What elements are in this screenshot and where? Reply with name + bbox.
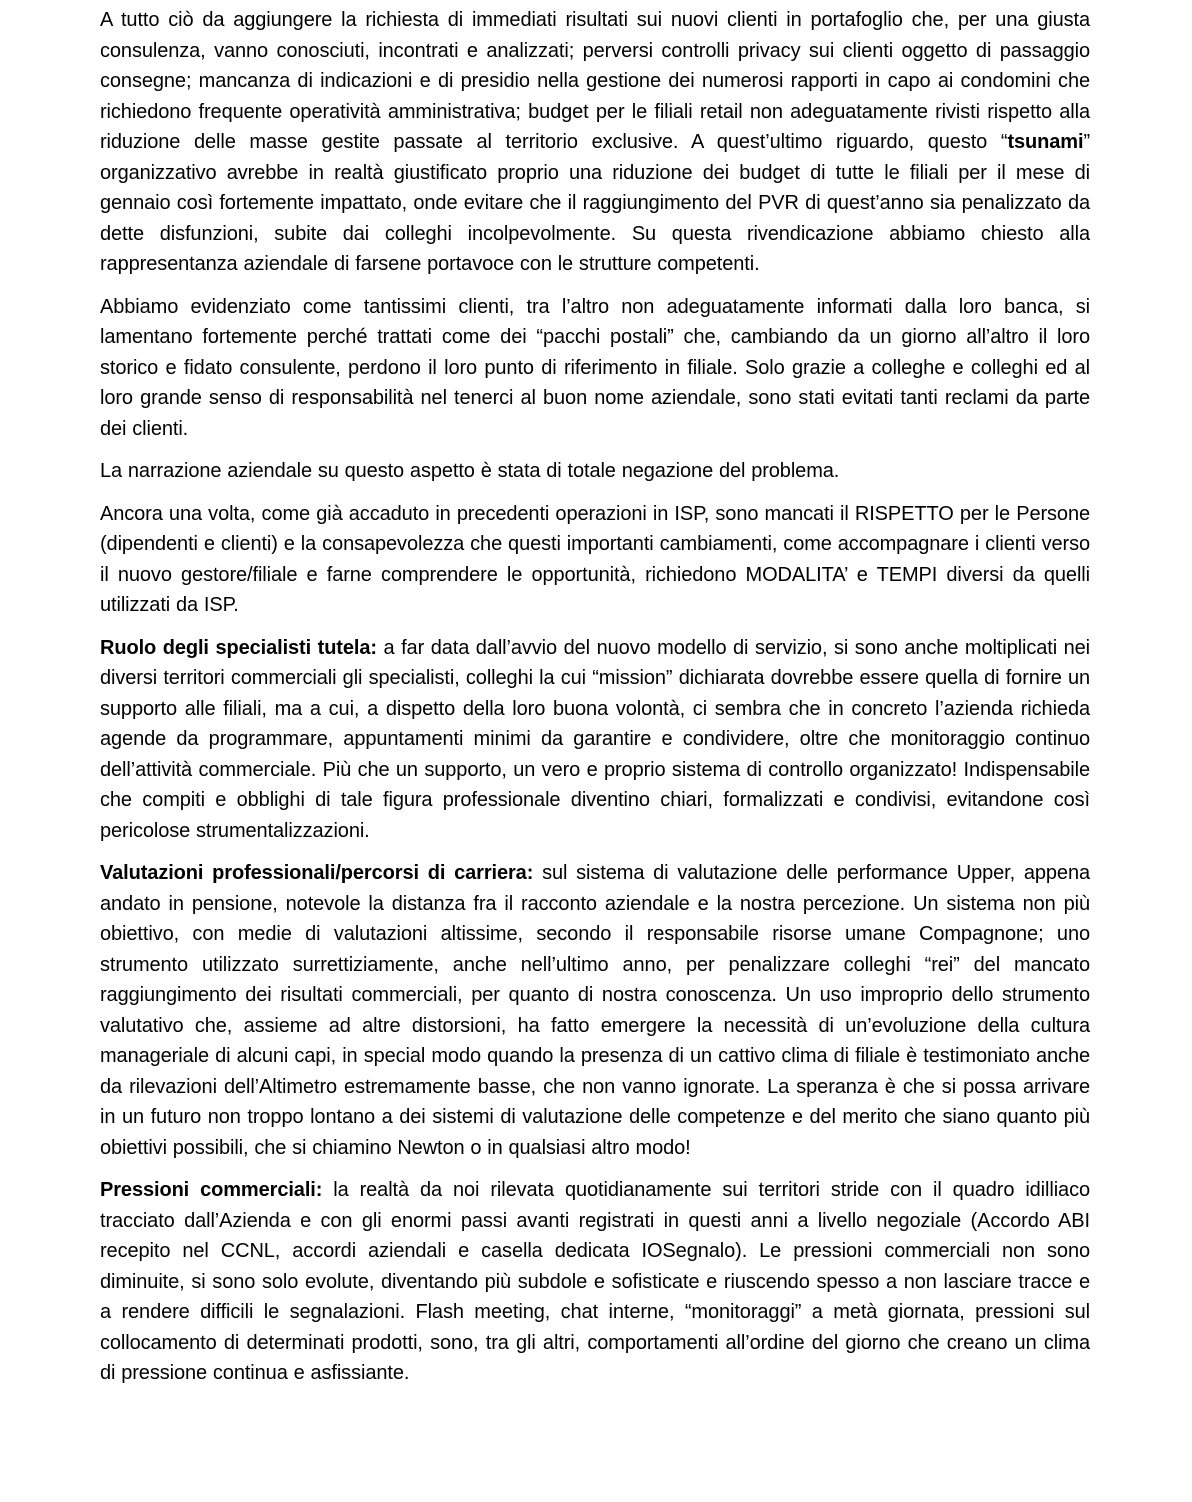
paragraph-pressioni-commerciali: [100, 1175, 1090, 1389]
paragraph-text: A tutto ciò da aggiungere la richiesta di immediati risultati sui nuovi clienti in portafoglio che, per una giusta consulenza, vanno conosciuti, incontrati e analizzati; perversi controlli privacy sui clienti oggetto di passaggio consegne; mancanza di indicazioni e di presidio nella gestione dei numerosi rapporti in capo ai condomini che richiedono frequente operatività amministrativa; budget per le filiali retail non adeguatamente rivisti rispetto alla riduzione delle masse gestite passate al territorio exclusive. A quest’ultimo riguardo, questo “: [100, 9, 1090, 153]
paragraph-text: ” organizzativo avrebbe in realtà giustificato proprio una riduzione dei budget di tutte le filiali per il mese di gennaio così fortemente impattato, onde evitare che il raggiungimento del PVR di quest’anno sia penalizzato da dette disfunzioni, subite dai colleghi incolpevolmente. Su questa rivendicazione abbiamo chiesto alla rappresentanza aziendale di farsene portavoce con le strutture competenti.: [100, 131, 1090, 275]
section-lead-specialisti-tutela: Ruolo degli specialisti tutela:: [100, 636, 377, 659]
bold-term-tsunami: tsunami: [1007, 131, 1084, 153]
paragraph-valutazioni-professionali: [100, 858, 1090, 1163]
paragraph-text: la realtà da noi rilevata quotidianamente sui territori stride con il quadro idilliaco tracciato dall’Azienda e con gli enormi passi avanti registrati in questi anni a livello negoziale (Accordo ABI recepito nel CCNL, accordi aziendali e casella dedicata IOSegnalo). Le pressioni commerciali non sono diminuite, si sono solo evolute, diventando più subdole e sofisticate e riuscendo spesso a non lasciare tracce e a rendere difficili le segnalazioni. Flash meeting, chat interne, “monitoraggi” a metà giornata, pressioni sul collocamento di determinati prodotti, sono, tra gli altri, comportamenti all’ordine del giorno che creano un clima di pressione continua e asfissiante.: [100, 1179, 1091, 1384]
paragraph-ruolo-specialisti-tutela: [100, 633, 1090, 847]
paragraph-clienti-pacchi-postali: [100, 292, 1090, 445]
paragraph-narrazione-aziendale: [100, 456, 1090, 487]
paragraph-text: a far data dall’avvio del nuovo modello di servizio, si sono anche moltiplicati nei diversi territori commerciali gli specialisti, colleghi la cui “mission” dichiarata dovrebbe essere quella di fornire un supporto alle filiali, ma a cui, a dispetto della loro buona volontà, ci sembra che in concreto l’azienda richieda agende da programmare, appuntamenti minimi da garantire e condividere, oltre che monitoraggio continuo dell’attività commerciale. Più che un supporto, un vero e proprio sistema di controllo organizzato! Indispensabile che compiti e obblighi di tale figura professionale diventino chiari, formalizzati e condivisi, evitandone così pericolose strumentalizzazioni.: [100, 636, 1090, 842]
paragraph-rispetto-persone: [100, 499, 1090, 621]
section-lead-valutazioni-professionali: Valutazioni professionali/percorsi di carriera:: [100, 862, 534, 884]
paragraph-text: Ancora una volta, come già accaduto in precedenti operazioni in ISP, sono mancati il RISPETTO per le Persone (dipendenti e clienti) e la consapevolezza che questi importanti cambiamenti, come accompagnare i clienti verso il nuovo gestore/filiale e farne comprendere le opportunità, richiedono MODALITA’ e TEMPI diversi da quelli utilizzati da ISP.: [100, 502, 1090, 616]
paragraph-text: Abbiamo evidenziato come tantissimi clienti, tra l’altro non adeguatamente informati dalla loro banca, si lamentano fortemente perché trattati come dei “pacchi postali” che, cambiando da un giorno all’altro il loro storico e fidato consulente, perdono il loro punto di riferimento in filiale. Solo grazie a colleghe e colleghi ed al loro grande senso di responsabilità nel tenerci al buon nome aziendale, sono stati evitati tanti reclami da parte dei clienti.: [100, 295, 1090, 440]
paragraph-text: La narrazione aziendale su questo aspetto è stata di totale negazione del problema.: [100, 460, 840, 482]
paragraph-text: sul sistema di valutazione delle performance Upper, appena andato in pensione, notevole la distanza fra il racconto aziendale e la nostra percezione. Un sistema non più obiettivo, con medie di valutazioni altissime, secondo il responsabile risorse umane Compagnone; uno strumento utilizzato surrettiziamente, anche nell’ultimo anno, per penalizzare colleghi “rei” del mancato raggiungimento dei risultati commerciali, per quanto di nostra conoscenza. Un uso improprio dello strumento valutativo che, assieme ad altre distorsioni, ha fatto emergere la necessità di un’evoluzione della cultura manageriale di alcuni capi, in special modo quando la presenza di un cattivo clima di filiale è testimoniato anche da rilevazioni dell’Altimetro estremamente basse, che non vanno ignorate. La speranza è che si possa arrivare in un futuro non troppo lontano a dei sistemi di valutazione delle competenze e del merito che siano quanto più obiettivi possibili, che si chiamino Newton o in qualsiasi altro modo!: [100, 862, 1091, 1159]
paragraph-budget-criticita: [100, 5, 1090, 280]
section-lead-pressioni-commerciali: Pressioni commerciali:: [100, 1179, 323, 1201]
